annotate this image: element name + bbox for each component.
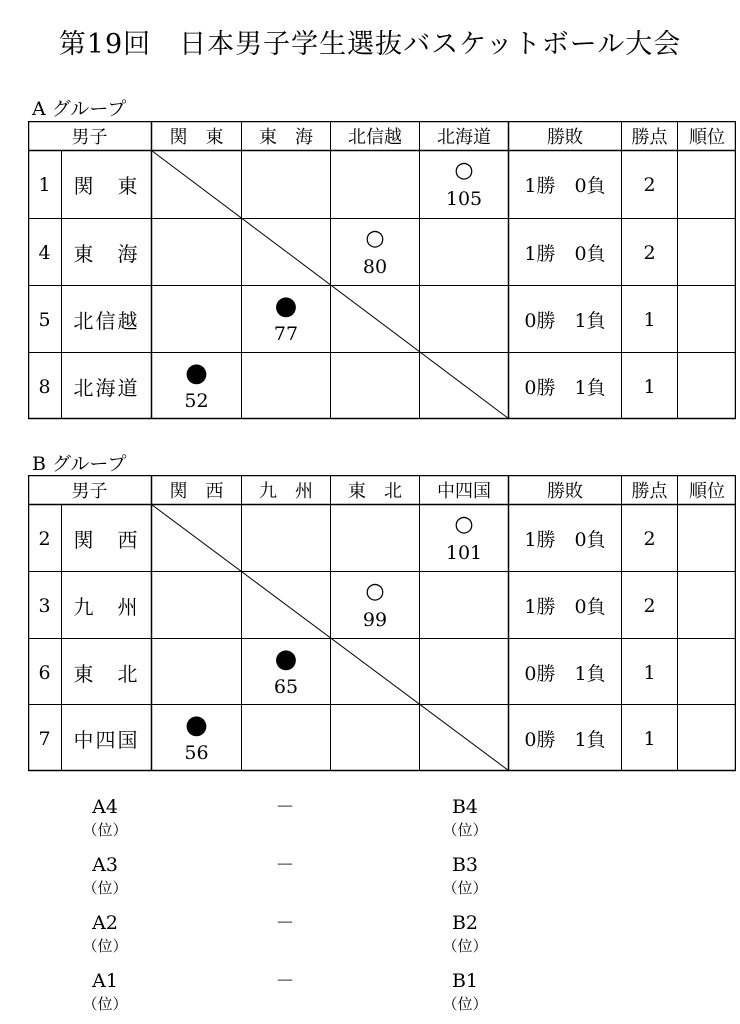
header-team-1: 関 西 (169, 481, 224, 502)
win-mark: ○ (454, 157, 474, 183)
seed-number: 1 (38, 173, 51, 196)
seed-number: 5 (38, 308, 51, 331)
win-mark: ○ (365, 225, 385, 251)
team-name: 関 東 (73, 174, 140, 198)
header-rank: 順位 (689, 127, 725, 148)
playoff-separator: － (275, 796, 295, 818)
seed-label: B2 (451, 912, 479, 934)
header-team-4: 中四国 (437, 481, 491, 502)
seed-number: 2 (38, 527, 51, 550)
score: 99 (362, 608, 388, 631)
score: 101 (445, 541, 483, 564)
seed-label: A1 (92, 970, 118, 992)
loss-mark: ● (274, 643, 298, 674)
win-points: 2 (643, 594, 656, 617)
score: 105 (445, 187, 483, 210)
header-team-1: 関 東 (169, 127, 224, 148)
team-name: 東 海 (73, 242, 140, 266)
team-name: 北信越 (73, 309, 140, 333)
loss-mark: ● (185, 709, 208, 740)
rank-slot: （位） (82, 821, 128, 839)
playoff-left-seed (75, 911, 135, 957)
playoff-left-seed (75, 795, 135, 841)
playoff-right-seed (435, 795, 495, 841)
win-loss-record: 1勝 0負 (524, 175, 606, 197)
playoff-separator: － (275, 970, 295, 992)
playoff-separator: － (275, 912, 295, 934)
win-points: 1 (643, 308, 656, 331)
seed-label: B3 (451, 854, 479, 876)
seed-number: 4 (38, 241, 51, 264)
team-name: 関 西 (73, 528, 140, 552)
match-result (420, 505, 508, 572)
header-team-2: 東 海 (259, 127, 313, 148)
header-team-3: 北信越 (348, 127, 402, 148)
header-gender: 男子 (71, 481, 108, 502)
team-name: 中四国 (73, 728, 140, 752)
playoff-separator: － (275, 854, 295, 876)
seed-label: B4 (451, 796, 479, 818)
seed-number: 3 (38, 594, 51, 617)
seed-label: A4 (92, 796, 118, 818)
rank-slot: （位） (442, 879, 488, 897)
win-points: 1 (643, 727, 656, 750)
match-result (152, 705, 241, 772)
win-points: 2 (643, 241, 656, 264)
seed-label: B1 (451, 970, 479, 992)
rank-slot: （位） (82, 879, 128, 897)
header-wins-losses: 勝敗 (547, 481, 583, 502)
header-wins-losses: 勝敗 (547, 127, 583, 148)
team-name: 東 北 (73, 662, 140, 686)
playoff-left-seed (75, 969, 135, 1015)
loss-mark: ● (185, 357, 208, 388)
playoff-left-seed (75, 853, 135, 899)
match-result (331, 219, 419, 286)
playoff-right-seed (435, 911, 495, 957)
match-result (152, 353, 241, 420)
group-b-label: B グループ (32, 453, 127, 475)
match-result (242, 286, 330, 353)
rank-slot: （位） (82, 995, 128, 1013)
win-loss-record: 0勝 1負 (524, 310, 606, 332)
win-loss-record: 0勝 1負 (524, 663, 606, 685)
win-loss-record: 0勝 1負 (524, 729, 606, 751)
page-title: 第19回 日本男子学生選抜バスケットボール大会 (58, 29, 682, 60)
seed-number: 8 (38, 375, 51, 398)
group-a-label: A グループ (32, 98, 127, 120)
win-loss-record: 1勝 0負 (524, 529, 606, 551)
header-team-3: 東 北 (348, 481, 402, 502)
header-points: 勝点 (631, 127, 668, 148)
group-b-table (28, 475, 736, 775)
score: 65 (273, 675, 299, 698)
header-team-2: 九 州 (259, 481, 313, 502)
seed-label: A3 (92, 854, 118, 876)
loss-mark: ● (274, 290, 298, 321)
win-mark: ○ (365, 578, 385, 604)
rank-slot: （位） (442, 937, 488, 955)
score: 80 (362, 255, 388, 278)
win-points: 2 (643, 173, 656, 196)
team-name: 九 州 (73, 595, 140, 619)
win-loss-record: 1勝 0負 (524, 596, 606, 618)
header-rank: 順位 (689, 481, 725, 502)
group-a-table (28, 121, 736, 421)
win-loss-record: 0勝 1負 (524, 377, 606, 399)
playoff-right-seed (435, 853, 495, 899)
match-result (331, 572, 419, 639)
rank-slot: （位） (82, 937, 128, 955)
header-points: 勝点 (631, 481, 668, 502)
rank-slot: （位） (442, 821, 488, 839)
win-mark: ○ (454, 511, 474, 537)
win-points: 2 (643, 527, 656, 550)
team-name: 北海道 (73, 376, 140, 400)
playoff-right-seed (435, 969, 495, 1015)
header-team-4: 北海道 (437, 127, 491, 148)
header-gender: 男子 (71, 127, 108, 148)
seed-number: 6 (38, 661, 51, 684)
win-points: 1 (643, 375, 656, 398)
score: 77 (273, 322, 299, 345)
match-result (242, 639, 330, 706)
score: 56 (184, 741, 209, 764)
score: 52 (184, 389, 209, 412)
rank-slot: （位） (442, 995, 488, 1013)
win-loss-record: 1勝 0負 (524, 243, 606, 265)
match-result (420, 151, 508, 218)
seed-number: 7 (38, 727, 51, 750)
win-points: 1 (643, 661, 656, 684)
seed-label: A2 (92, 912, 118, 934)
